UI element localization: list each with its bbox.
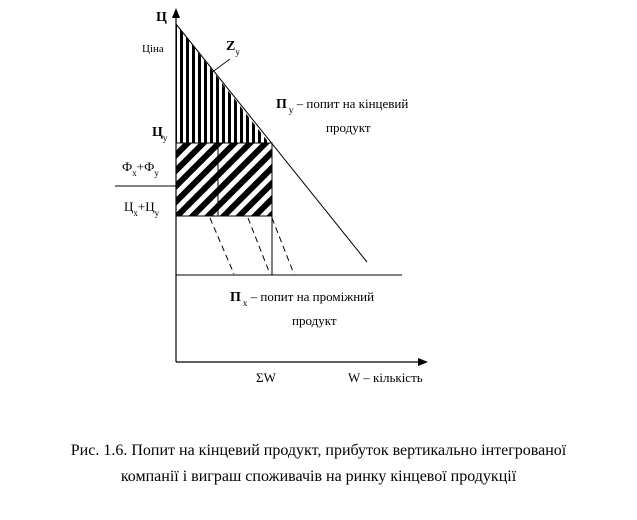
price-label: Ціна (142, 43, 164, 55)
dashed-line-2 (248, 218, 270, 274)
final-demand-label: П $_у$ $^{- попит на кінцевий}$ (276, 96, 409, 115)
caption-line-1: Рис. 1.6. Попит на кінцевий продукт, прибуток вертикально інтегрованої (70, 442, 567, 459)
y-axis-arrow (172, 8, 180, 18)
intermediate-demand-label-2: продукт (292, 313, 337, 328)
intermediate-demand-label: П $_x$ $^{- попит на проміжний}$ (230, 289, 375, 308)
cost-label: $Ц_x^{+Ц}_у$ (124, 199, 160, 218)
sum-w-label: ΣW (256, 370, 276, 385)
final-demand-label-2: продукт (326, 120, 371, 135)
figure-caption (0, 438, 637, 490)
y-axis-label: Ц (156, 10, 167, 25)
caption-line-2: компанії і виграш споживачів на ринку кінцевої продукції (120, 468, 517, 485)
x-axis-arrow (418, 358, 428, 366)
cy-label: $Ц_у$ (152, 125, 168, 143)
z-pointer-line (211, 59, 230, 73)
dashed-line-3 (272, 218, 294, 274)
phi-label: $Ф_x^{+Ф}_у$ (122, 159, 159, 178)
quantity-axis-label: W – кількість (348, 370, 423, 385)
profit-rectangle (176, 143, 272, 216)
z-label: $Z_у$ (226, 39, 240, 57)
dashed-line-1 (210, 218, 234, 274)
